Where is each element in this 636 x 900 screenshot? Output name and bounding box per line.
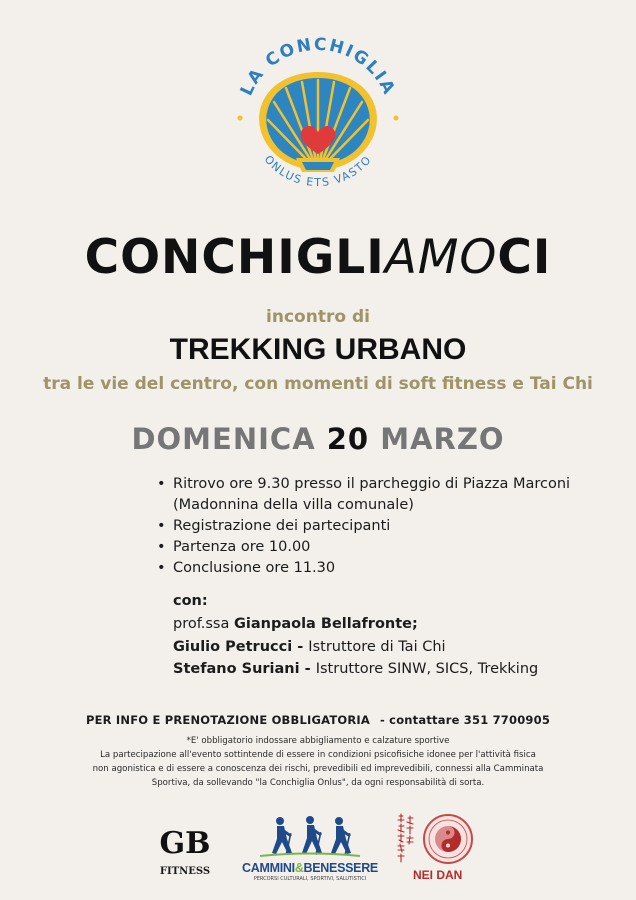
person-name: Giulio Petrucci - (173, 638, 309, 655)
main-title (0, 230, 636, 285)
sponsor-nei-dan (393, 812, 483, 887)
with-label: con: (173, 593, 208, 609)
date-day-label: DOMENICA (131, 422, 316, 456)
neidan-name: NEI DAN (413, 868, 463, 882)
logo (218, 22, 418, 212)
event-name: TREKKING URBANO (169, 333, 467, 366)
gb-label: FITNESS (159, 866, 211, 877)
cammini-name-a: CAMMINI (242, 861, 295, 875)
cammini-name (230, 861, 390, 875)
info-contact-label: - contattare (380, 713, 460, 727)
cammini-tagline: PERCORSI CULTURALI, SPORTIVI, SALUTISTICI (253, 876, 367, 882)
event-subtitle: tra le vie del centro, con momenti di soft fitness e Tai Chi (43, 374, 593, 394)
fine-print (0, 734, 636, 790)
person-role: Istruttore SINW, SICS, Trekking (315, 661, 539, 677)
logo-top-text: LA CONCHIGLIA (236, 34, 400, 99)
gb-logo: GB (159, 826, 211, 861)
fine-print-line: Sportiva, da sollevando "la Conchiglia Onlus", da ogni responsabilità di sorta. (151, 778, 485, 788)
subtitle-top: incontro di (266, 307, 370, 327)
info-label: PER INFO E PRENOTAZIONE OBBLIGATORIA (85, 713, 370, 727)
title-part3: CI (497, 230, 552, 285)
schedule-item: • Conclusione ore 11.30 (157, 558, 577, 579)
sponsor-gb-fitness (155, 826, 215, 886)
date-day-number: 20 (326, 422, 370, 456)
sponsor-cammini-benessere (230, 815, 390, 885)
schedule-list (157, 474, 577, 579)
date-month: MARZO (380, 422, 505, 456)
title-part1: CONCHIGLI (84, 230, 385, 285)
fine-print-line: *E' obbligatorio indossare abbigliamento e calzature sportive (186, 736, 450, 746)
info-line (0, 713, 636, 727)
schedule-item: • Partenza ore 10.00 (157, 537, 577, 558)
schedule-item: • Ritrovo ore 9.30 presso il parcheggio di Piazza Marconi (Madonnina della villa comunale) (157, 474, 577, 516)
person-name: Stefano Suriani - (173, 661, 316, 677)
fine-print-line: non agonistica e di essere a conoscenza dei rischi, prevedibili ed imprevedibili, connessi alla Camminata (92, 764, 544, 774)
fine-print-line: La partecipazione all'evento sottintende di essere in condizioni psicofisiche idonee per l'attività fisica (100, 750, 536, 760)
person-prefix: prof.ssa (173, 616, 234, 632)
info-phone[interactable]: 351 7700905 (463, 713, 551, 727)
person-row (173, 613, 613, 636)
person-row (173, 636, 613, 659)
cammini-amp: & (294, 861, 304, 875)
hikers-icon (230, 815, 390, 857)
person-name: Gianpaola Bellafronte; (233, 616, 418, 632)
logo-bottom-text: ONLUS ETS VASTO (261, 152, 375, 190)
neidan-seal-icon (393, 812, 483, 868)
title-part2: AMO (384, 230, 498, 285)
person-role: Istruttore di Tai Chi (308, 638, 446, 655)
person-row (173, 658, 613, 681)
schedule-item: • Registrazione dei partecipanti (157, 516, 577, 537)
scallop-shell-with-heart-icon (218, 22, 418, 212)
people-list (173, 613, 613, 681)
event-date (0, 422, 636, 456)
cammini-name-b: BENESSERE (303, 861, 378, 875)
